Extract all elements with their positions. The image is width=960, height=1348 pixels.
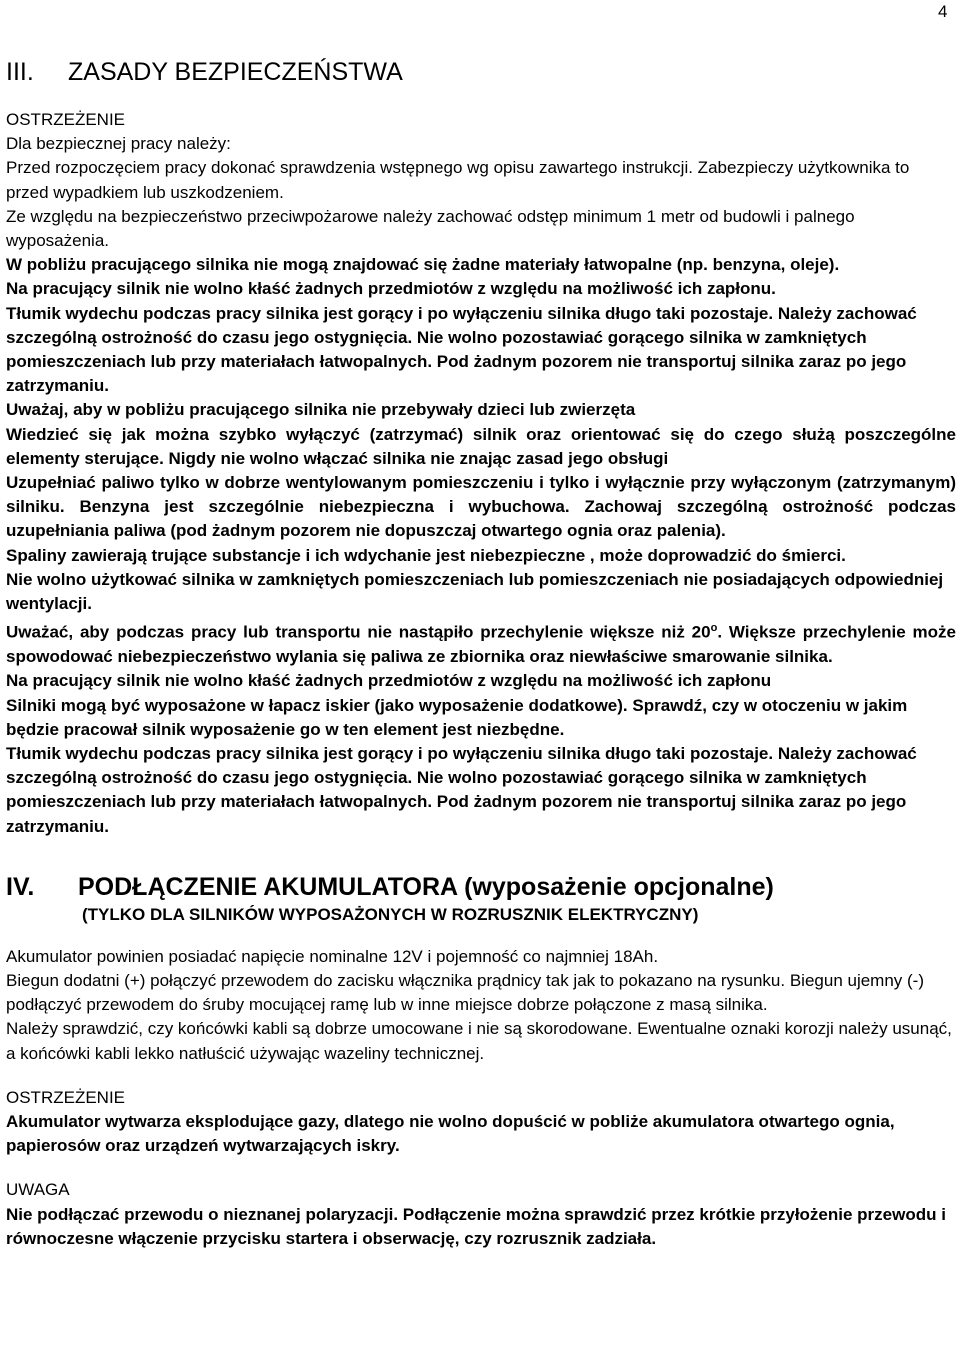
section-4-note-label: UWAGA <box>6 1180 70 1200</box>
battery-paragraph: Akumulator powinien posiadać napięcie nominalne 12V i pojemność co najmniej 18Ah. <box>6 946 659 966</box>
safety-paragraph: Ze względu na bezpieczeństwo przeciwpożarowe należy zachować odstęp minimum 1 metr od budowli i palnego wyposażenia. <box>6 206 855 251</box>
safety-paragraph: W pobliżu pracującego silnika nie mogą znajdować się żadne materiały łatwopalne (np. benzyna, oleje). <box>6 255 840 275</box>
section-4-title: PODŁĄCZENIE AKUMULATORA (wyposażenie opcjonalne) <box>78 872 774 901</box>
degree-superscript: o <box>710 622 718 635</box>
tilt-text-before: Uważać, aby podczas pracy lub transportu nie nastąpiło przechylenie większe niż 20 <box>6 622 711 642</box>
safety-paragraph: Na pracujący silnik nie wolno kłaść żadnych przedmiotów z względu na możliwość ich zapłonu. <box>6 279 776 299</box>
safety-paragraph: Tłumik wydechu podczas pracy silnika jest gorący i po wyłączeniu silnika długo taki pozostaje. Należy zachować szczególną ostrożność do czasu jego ostygnięcia. Nie wolno pozostawiać gorącego silnika w zamkniętych pomieszczeniach lub przy materiałach łatwopalnych. Pod żadnym pozorem nie transportuj silnika zaraz po jego zatrzymaniu. <box>6 303 917 396</box>
safety-paragraph: Przed rozpoczęciem pracy dokonać sprawdzenia wstępnego wg opisu zawartego instrukcji. Zabezpieczy użytkownika to przed wypadkiem lub uszkodzeniem. <box>6 158 910 202</box>
safety-paragraph: Spaliny zawierają trujące substancje i ich wdychanie jest niebezpieczne , może doprowadzić do śmierci. <box>6 545 846 565</box>
section-4-subtitle: (TYLKO DLA SILNIKÓW WYPOSAŻONYCH W ROZRUSZNIK ELEKTRYCZNY) <box>82 904 699 924</box>
safety-paragraph: Tłumik wydechu podczas pracy silnika jest gorący i po wyłączeniu silnika długo taki pozostaje. Należy zachować szczególną ostrożność do czasu jego ostygnięcia. Nie wolno pozostawiać gorącego silnika w zamkniętych pomieszczeniach lub przy materiałach łatwopalnych. Pod żadnym pozorem nie transportuj silnika zaraz po jego zatrzymaniu. <box>6 743 917 836</box>
battery-warning-text: Akumulator wytwarza eksplodujące gazy, dlatego nie wolno dopuścić w pobliże akumulatora otwartego ognia, papierosów oraz urządzeń wytwarzających iskry. <box>6 1111 895 1156</box>
section-3-title: ZASADY BEZPIECZEŃSTWA <box>68 58 403 86</box>
section-3-heading <box>6 56 956 88</box>
safety-intro: Dla bezpiecznej pracy należy: <box>6 134 231 154</box>
battery-paragraph: Należy sprawdzić, czy końcówki kabli są dobrze umocowane i nie są skorodowane. Ewentualne oznaki korozji należy usunąć, a końcówki kabli lekko natłuścić używając wazeliny technicznej. <box>6 1019 952 1063</box>
section-3-number: III. <box>6 58 34 86</box>
tilt-text-after: . Większe przechylenie może spowodować niebezpieczeństwo wylania się paliwa ze zbiornika oraz niewłaściwe smarowanie silnika. <box>6 622 956 667</box>
safety-paragraph: Uzupełniać paliwo tylko w dobrze wentylowanym pomieszczeniu i tylko i wyłącznie przy wyłączonym (zatrzymanym) silniku. Benzyna jest szczególnie niebezpieczna i wybuchowa. Zachowaj szczególną ostrożność podczas uzupełniania paliwa (pod żadnym pozorem nie dopuszczaj otwartego ognia oraz palenia). <box>6 473 956 541</box>
section-4-number: IV. <box>6 872 35 901</box>
document-body <box>6 56 956 1251</box>
safety-paragraph: Silniki mogą być wyposażone w łapacz iskier (jako wyposażenie dodatkowe). Sprawdź, czy w otoczeniu w jakim będzie pracował silnik wyposażenie go w ten element jest niezbędne. <box>6 695 908 739</box>
safety-paragraph: Na pracujący silnik nie wolno kłaść żadnych przedmiotów z względu na możliwość ich zapłonu <box>6 671 772 691</box>
battery-paragraph: Biegun dodatni (+) połączyć przewodem do zacisku włącznika prądnicy tak jak to pokazano na rysunku. Biegun ujemny (-) podłączyć przewodem do śruby mocującej ramę lub w inne miejsce dobrze połączone z masą silnika. <box>6 970 924 1015</box>
section-4-heading <box>6 871 956 903</box>
battery-note-text: Nie podłączać przewodu o nieznanej polaryzacji. Podłączenie można sprawdzić przez krótkie przyłożenie przewodu i równoczesne włączenie przycisku startera i obserwację, czy rozrusznik zadziała. <box>6 1204 946 1248</box>
safety-paragraph: Uważaj, aby w pobliżu pracującego silnika nie przebywały dzieci lub zwierzęta <box>6 400 636 420</box>
tilt-warning-paragraph <box>6 616 956 669</box>
section-3-warning-label: OSTRZEŻENIE <box>6 110 126 129</box>
page-number: 4 <box>938 2 948 21</box>
safety-paragraph: Wiedzieć się jak można szybko wyłączyć (zatrzymać) silnik oraz orientować się do czego służą poszczególne elementy sterujące. Nigdy nie wolno włączać silnika nie znając zasad jego obsługi <box>6 424 956 468</box>
safety-paragraph: Nie wolno użytkować silnika w zamkniętych pomieszczeniach lub pomieszczeniach nie posiadających odpowiedniej wentylacji. <box>6 569 944 614</box>
section-4-warning-label: OSTRZEŻENIE <box>6 1087 126 1107</box>
